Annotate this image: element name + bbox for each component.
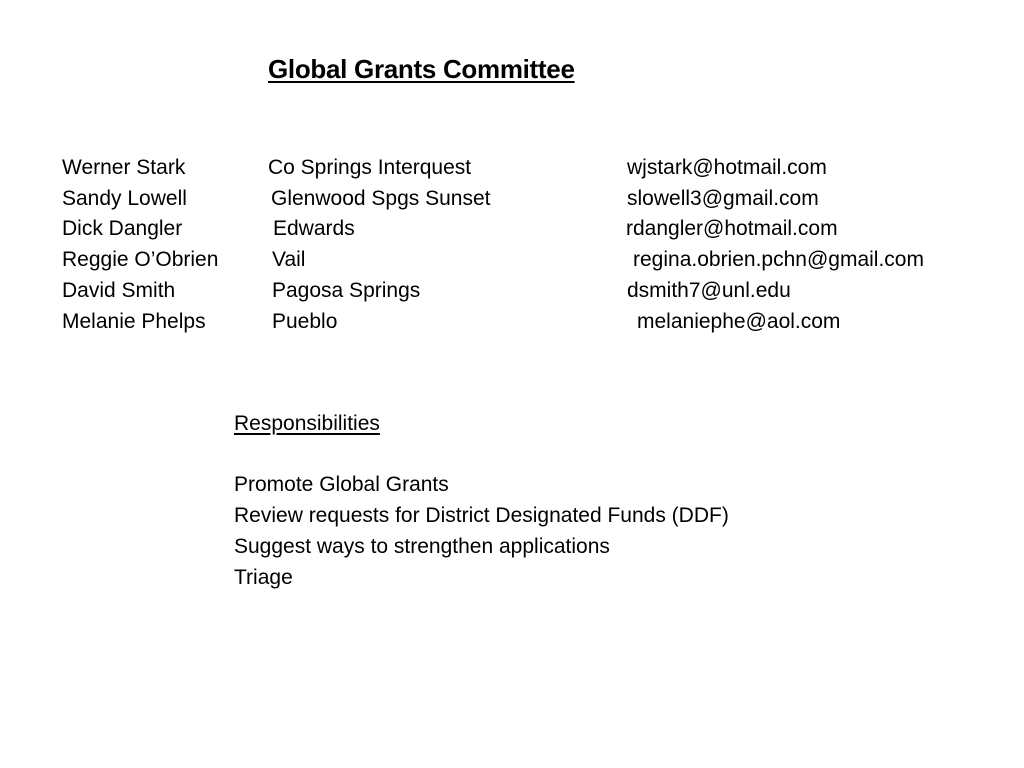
responsibility-item: Suggest ways to strengthen applications — [234, 535, 610, 558]
member-row — [0, 213, 1024, 244]
member-club: Pueblo — [272, 310, 338, 333]
member-name: Melanie Phelps — [62, 310, 206, 333]
member-name: Reggie O’Obrien — [62, 248, 219, 271]
member-name: Dick Dangler — [62, 217, 183, 240]
section-spacer — [234, 439, 729, 469]
responsibility-item: Review requests for District Designated Funds (DDF) — [234, 504, 729, 527]
member-club: Edwards — [273, 217, 355, 240]
member-club: Vail — [272, 248, 306, 271]
member-club: Pagosa Springs — [272, 279, 421, 302]
member-email: slowell3@gmail.com — [627, 187, 819, 210]
responsibilities-section — [234, 408, 729, 593]
member-row — [0, 244, 1024, 275]
member-name: David Smith — [62, 279, 176, 302]
member-email: rdangler@hotmail.com — [626, 217, 838, 240]
member-name: Werner Stark — [62, 156, 186, 179]
responsibilities-heading: Responsibilities — [234, 412, 380, 435]
member-name: Sandy Lowell — [62, 187, 187, 210]
page-title: Global Grants Committee — [268, 54, 575, 84]
member-email: wjstark@hotmail.com — [627, 156, 827, 179]
member-club: Glenwood Spgs Sunset — [271, 187, 491, 210]
member-row — [0, 183, 1024, 214]
member-row — [0, 306, 1024, 337]
member-email: melaniephe@aol.com — [637, 310, 841, 333]
member-email: dsmith7@unl.edu — [627, 279, 791, 302]
member-email: regina.obrien.pchn@gmail.com — [633, 248, 924, 271]
responsibility-item: Promote Global Grants — [234, 473, 449, 496]
member-club: Co Springs Interquest — [268, 156, 472, 179]
responsibility-item: Triage — [234, 566, 293, 589]
member-row — [0, 275, 1024, 306]
member-row — [0, 152, 1024, 183]
